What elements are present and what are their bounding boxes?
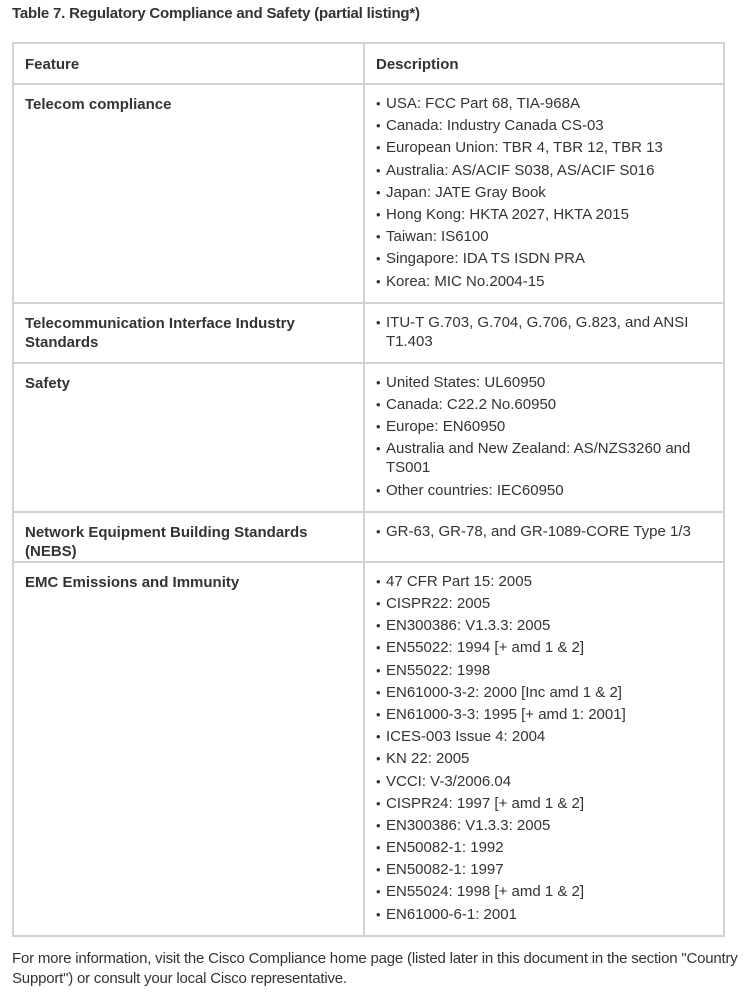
description-cell	[364, 303, 724, 363]
feature-cell: EMC Emissions and Immunity	[13, 562, 364, 936]
list-item: • EN55024: 1998 [+ amd 1 & 2]	[376, 882, 712, 901]
list-item: • EN61000-3-2: 2000 [Inc amd 1 & 2]	[376, 683, 712, 702]
table-header-row	[13, 43, 724, 84]
description-list	[376, 373, 712, 500]
list-item: • ITU-T G.703, G.704, G.706, G.823, and ANSI T1.403	[376, 313, 712, 351]
description-list	[376, 522, 712, 541]
feature-cell: Safety	[13, 363, 364, 512]
list-item: • Europe: EN60950	[376, 417, 712, 436]
list-item: • USA: FCC Part 68, TIA-968A	[376, 94, 712, 113]
list-item: • EN50082-1: 1997	[376, 860, 712, 879]
list-item: • Canada: C22.2 No.60950	[376, 395, 712, 414]
table-row	[13, 562, 724, 936]
list-item: • European Union: TBR 4, TBR 12, TBR 13	[376, 138, 712, 157]
table-row	[13, 512, 724, 562]
footnote: For more information, visit the Cisco Compliance home page (listed later in this document in the section "Country Support") or consult your local Cisco representative.	[12, 950, 738, 987]
list-item: • KN 22: 2005	[376, 749, 712, 768]
list-item: • ICES-003 Issue 4: 2004	[376, 727, 712, 746]
list-item: • United States: UL60950	[376, 373, 712, 392]
feature-cell: Telecom compliance	[13, 84, 364, 303]
list-item: • Australia and New Zealand: AS/NZS3260 and TS001	[376, 439, 712, 477]
list-item: • Other countries: IEC60950	[376, 481, 712, 500]
header-description: Description	[364, 43, 724, 84]
feature-cell: Telecommunication Interface Industry Standards	[13, 303, 364, 363]
list-item: • GR-63, GR-78, and GR-1089-CORE Type 1/3	[376, 522, 712, 541]
list-item: • 47 CFR Part 15: 2005	[376, 572, 712, 591]
list-item: • EN300386: V1.3.3: 2005	[376, 816, 712, 835]
list-item: • Hong Kong: HKTA 2027, HKTA 2015	[376, 205, 712, 224]
description-cell	[364, 562, 724, 936]
list-item: • Taiwan: IS6100	[376, 227, 712, 246]
description-cell	[364, 363, 724, 512]
description-list	[376, 572, 712, 924]
list-item: • EN300386: V1.3.3: 2005	[376, 616, 712, 635]
list-item: • EN55022: 1998	[376, 661, 712, 680]
list-item: • CISPR24: 1997 [+ amd 1 & 2]	[376, 794, 712, 813]
list-item: • Korea: MIC No.2004-15	[376, 272, 712, 291]
list-item: • Japan: JATE Gray Book	[376, 183, 712, 202]
feature-cell: Network Equipment Building Standards (NEBS)	[13, 512, 364, 562]
list-item: • EN50082-1: 1992	[376, 838, 712, 857]
list-item: • EN55022: 1994 [+ amd 1 & 2]	[376, 638, 712, 657]
description-list	[376, 313, 712, 351]
table-caption: Table 7. Regulatory Compliance and Safety (partial listing*)	[12, 5, 420, 22]
list-item: • Canada: Industry Canada CS-03	[376, 116, 712, 135]
description-cell	[364, 84, 724, 303]
list-item: • VCCI: V-3/2006.04	[376, 772, 712, 791]
header-feature: Feature	[13, 43, 364, 84]
list-item: • CISPR22: 2005	[376, 594, 712, 613]
table-row	[13, 303, 724, 363]
compliance-table	[12, 42, 725, 937]
description-list	[376, 94, 712, 291]
list-item: • EN61000-6-1: 2001	[376, 905, 712, 924]
table-row	[13, 363, 724, 512]
list-item: • Singapore: IDA TS ISDN PRA	[376, 249, 712, 268]
list-item: • Australia: AS/ACIF S038, AS/ACIF S016	[376, 161, 712, 180]
list-item: • EN61000-3-3: 1995 [+ amd 1: 2001]	[376, 705, 712, 724]
table-row	[13, 84, 724, 303]
description-cell	[364, 512, 724, 562]
